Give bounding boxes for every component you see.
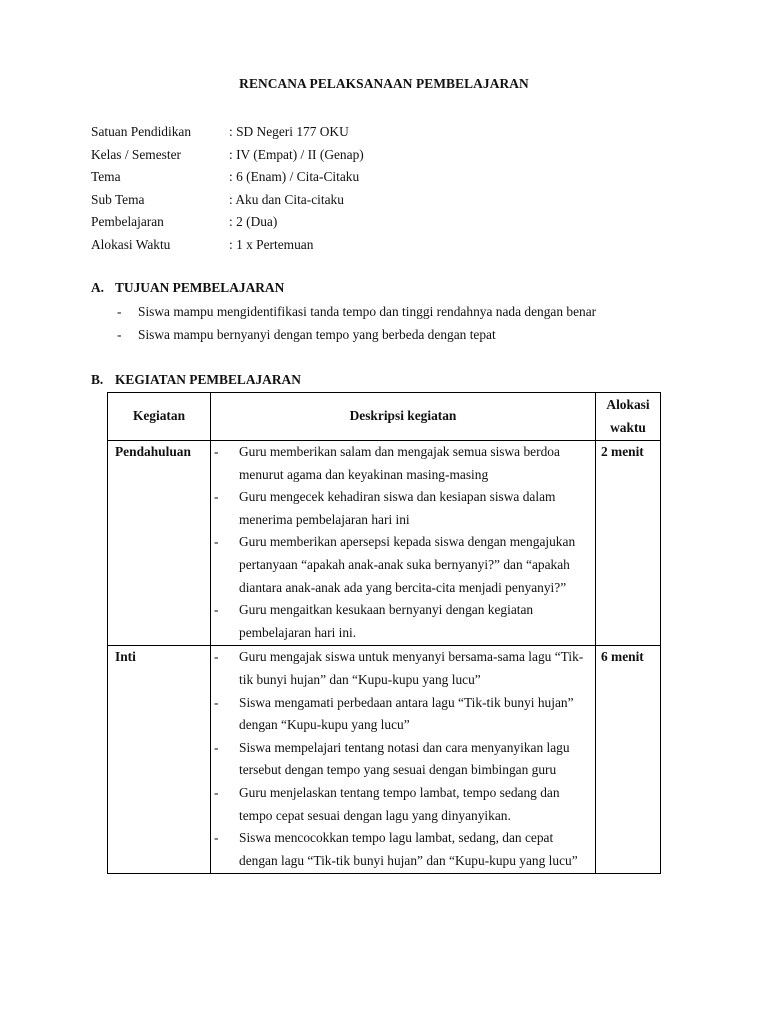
dash-marker: - — [214, 830, 219, 846]
list-item — [214, 531, 591, 599]
list-item — [214, 441, 591, 486]
dash-marker: - — [214, 694, 219, 710]
identity-value: : 2 (Dua) — [229, 214, 278, 230]
phase-cell: Inti — [108, 646, 211, 874]
identity-value: : IV (Empat) / II (Genap) — [229, 146, 364, 162]
description-cell — [211, 646, 596, 874]
identity-label: Alokasi Waktu — [91, 236, 171, 252]
dash-marker: - — [214, 784, 219, 800]
header-alokasi — [596, 393, 661, 441]
identity-row-satuan-pendidikan — [91, 121, 364, 144]
description-cell — [211, 441, 596, 646]
time-cell: 2 menit — [596, 441, 661, 646]
header-alokasi-line1: Alokasi — [606, 396, 650, 412]
time-cell: 6 menit — [596, 646, 661, 874]
dash-marker: - — [214, 489, 219, 505]
list-item-text: Siswa mampu bernyanyi dengan tempo yang berbeda dengan tepat — [138, 326, 496, 342]
identity-row-pembelajaran — [91, 211, 364, 234]
list-item-text: Guru memberikan apersepsi kepada siswa dengan mengajukan pertanyaan “apakah anak-anak suka bernyanyi?” dan “apakah diantara anak-anak ada yang bercita-cita menjadi penyanyi?” — [239, 534, 576, 595]
list-item — [214, 486, 591, 531]
section-a-heading — [91, 278, 284, 298]
list-item — [214, 599, 591, 644]
table-header-row — [108, 393, 661, 441]
section-letter: A. — [91, 280, 105, 295]
identity-row-kelas-semester — [91, 144, 364, 167]
list-item-text: Guru memberikan salam dan mengajak semua siswa berdoa menurut agama dan keyakinan masing-masing — [239, 444, 560, 482]
list-item-text: Guru menjelaskan tentang tempo lambat, tempo sedang dan tempo cepat sesuai dengan lagu yang dinyanyikan. — [239, 784, 560, 823]
page-title: RENCANA PELAKSANAAN PEMBELAJARAN — [239, 76, 529, 91]
list-item-text: Siswa mengamati perbedaan antara lagu “Tik-tik bunyi hujan” dengan “Kupu-kupu yang lucu” — [239, 694, 574, 733]
dash-marker: - — [214, 534, 219, 550]
table-row — [108, 441, 661, 646]
section-title: TUJUAN PEMBELAJARAN — [115, 280, 285, 295]
list-item — [91, 324, 596, 347]
dash-marker: - — [214, 602, 219, 618]
dash-marker: - — [117, 326, 122, 342]
list-item — [214, 782, 591, 827]
section-title: KEGIATAN PEMBELAJARAN — [115, 372, 301, 387]
identity-value: : SD Negeri 177 OKU — [229, 124, 349, 139]
identity-row-sub-tema — [91, 189, 364, 212]
list-item — [214, 737, 591, 782]
section-letter: B. — [91, 372, 104, 387]
dash-marker: - — [214, 739, 219, 755]
section-b-heading — [91, 370, 301, 390]
dash-marker: - — [117, 304, 122, 319]
list-item-text: Siswa mencocokkan tempo lagu lambat, sedang, dan cepat dengan lagu “Tik-tik bunyi hujan” dan “Kupu-kupu yang lucu” — [239, 830, 578, 868]
phase-cell: Pendahuluan — [108, 441, 211, 646]
list-item-text: Guru mengaitkan kesukaan bernyanyi dengan kegiatan pembelajaran hari ini. — [239, 602, 534, 640]
dash-marker: - — [214, 444, 219, 459]
header-kegiatan: Kegiatan — [108, 393, 211, 441]
activities-table — [107, 392, 661, 874]
list-item — [214, 692, 591, 737]
table-row — [108, 646, 661, 874]
objectives-list — [91, 301, 596, 346]
dash-marker: - — [214, 649, 219, 665]
list-item — [214, 646, 591, 691]
list-item-text: Siswa mempelajari tentang notasi dan cara menyanyikan lagu tersebut dengan tempo yang sesuai dengan bimbingan guru — [239, 739, 570, 778]
identity-value: : Aku dan Cita-citaku — [229, 191, 344, 207]
list-item — [91, 301, 596, 324]
identity-label: Kelas / Semester — [91, 146, 181, 162]
identity-label: Tema — [91, 169, 121, 185]
list-item-text: Guru mengajak siswa untuk menyanyi bersama-sama lagu “Tik-tik bunyi hujan” dan “Kupu-kupu yang lucu” — [239, 649, 584, 687]
identity-label: Pembelajaran — [91, 214, 164, 230]
identity-label: Satuan Pendidikan — [91, 124, 192, 139]
header-deskripsi: Deskripsi kegiatan — [211, 393, 596, 441]
header-alokasi-line2: waktu — [610, 419, 646, 435]
list-item-text: Guru mengecek kehadiran siswa dan kesiapan siswa dalam menerima pembelajaran hari ini — [239, 489, 556, 527]
identity-value: : 6 (Enam) / Cita-Citaku — [229, 169, 360, 185]
list-item-text: Siswa mampu mengidentifikasi tanda tempo dan tinggi rendahnya nada dengan benar — [138, 304, 597, 319]
identity-row-alokasi-waktu — [91, 234, 364, 257]
identity-row-tema — [91, 166, 364, 189]
identity-block — [91, 121, 364, 257]
identity-label: Sub Tema — [91, 191, 145, 207]
list-item — [214, 827, 591, 872]
identity-value: : 1 x Pertemuan — [229, 236, 314, 252]
